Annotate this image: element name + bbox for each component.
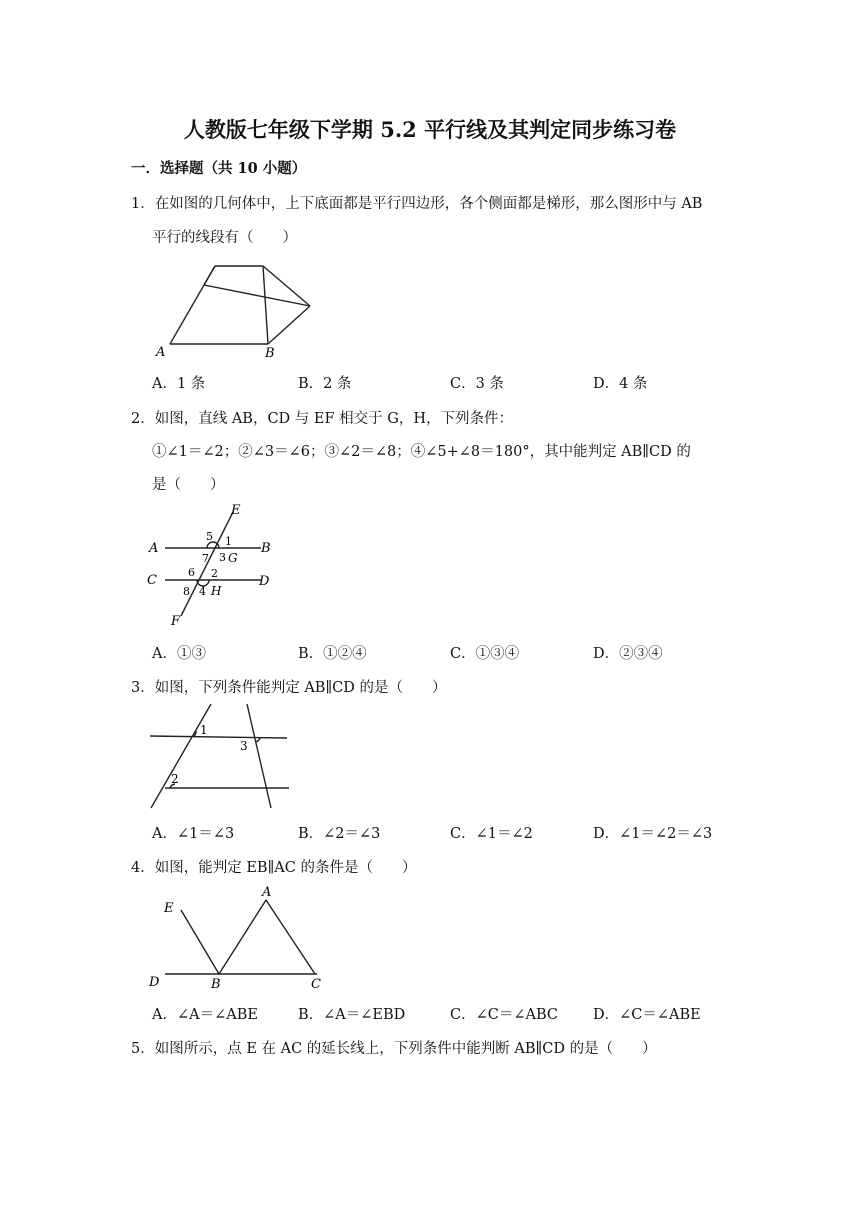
q2-label-c: C: [147, 573, 157, 588]
q2-angle-6: 6: [188, 566, 195, 579]
q4-option-d[interactable]: D．∠C＝∠ABE: [593, 1007, 701, 1023]
q4-option-c[interactable]: C．∠C＝∠ABC: [450, 1007, 558, 1023]
q2-label-e: E: [231, 503, 241, 518]
q2-angle-2: 2: [211, 567, 218, 580]
q4-label-b: B: [211, 977, 221, 990]
q3-figure: [145, 702, 295, 812]
q2-figure: [143, 500, 283, 632]
q2-option-a[interactable]: A．①③: [152, 646, 206, 662]
q2-stem-line2: ①∠1＝∠2；②∠3＝∠6；③∠2＝∠8；④∠5+∠8＝180°，其中能判定 AB∥CD 的: [152, 444, 691, 460]
q2-label-f: F: [171, 614, 181, 629]
section-heading: 一．选择题（共 10 小题）: [131, 160, 307, 177]
q3-option-c[interactable]: C．∠1＝∠2: [450, 826, 533, 842]
q4-label-c: C: [311, 977, 321, 990]
q1-label-a: A: [156, 345, 166, 360]
q4-stem: 4．如图，能判定 EB∥AC 的条件是（ ）: [131, 860, 417, 876]
q4-figure: [145, 880, 335, 990]
page-title: 人教版七年级下学期 5.2 平行线及其判定同步练习卷: [183, 117, 677, 142]
q1-option-d[interactable]: D．4 条: [593, 376, 648, 392]
q2-angle-5: 5: [206, 530, 213, 543]
q2-angle-1: 1: [225, 535, 232, 548]
q2-option-c[interactable]: C．①③④: [450, 646, 520, 662]
q3-angle-2: 2: [171, 772, 179, 786]
q3-option-a[interactable]: A．∠1＝∠3: [152, 826, 235, 842]
q1-figure: [150, 258, 340, 362]
q3-angle-3: 3: [240, 739, 248, 753]
q2-option-b[interactable]: B．①②④: [298, 646, 367, 662]
q2-angle-7: 7: [202, 552, 209, 565]
q2-option-d[interactable]: D．②③④: [593, 646, 663, 662]
q1-option-a[interactable]: A．1 条: [152, 376, 206, 392]
q2-stem-line1: 2．如图，直线 AB，CD 与 EF 相交于 G，H，下列条件：: [131, 411, 513, 427]
q2-label-b: B: [261, 541, 271, 556]
q4-option-a[interactable]: A．∠A＝∠ABE: [152, 1007, 258, 1023]
q1-stem-line1: 1．在如图的几何体中，上下底面都是平行四边形，各个侧面都是梯形，那么图形中与 AB: [131, 196, 703, 212]
q4-option-b[interactable]: B．∠A＝∠EBD: [298, 1007, 406, 1023]
q2-angle-4: 4: [199, 585, 206, 598]
q4-label-a: A: [262, 885, 272, 900]
q1-option-b[interactable]: B．2 条: [298, 376, 352, 392]
q1-label-b: B: [265, 346, 275, 361]
q2-label-h: H: [211, 584, 222, 598]
q2-label-g: G: [228, 551, 238, 565]
q3-angle-1: 1: [200, 723, 208, 737]
q2-label-d: D: [259, 574, 270, 589]
q2-angle-3: 3: [219, 551, 226, 564]
q1-option-c[interactable]: C．3 条: [450, 376, 504, 392]
q3-stem: 3．如图，下列条件能判定 AB∥CD 的是（ ）: [131, 680, 447, 696]
q5-stem: 5．如图所示，点 E 在 AC 的延长线上，下列条件中能判断 AB∥CD 的是（ ）: [131, 1041, 657, 1057]
q1-stem-line2: 平行的线段有（ ）: [152, 230, 297, 246]
q2-label-a: A: [149, 541, 159, 556]
q2-stem-line3: 是（ ）: [152, 477, 225, 493]
q3-option-b[interactable]: B．∠2＝∠3: [298, 826, 381, 842]
q3-option-d[interactable]: D．∠1＝∠2＝∠3: [593, 826, 713, 842]
q4-label-e: E: [164, 901, 174, 916]
q4-label-d: D: [149, 975, 160, 990]
q2-angle-8: 8: [183, 585, 190, 598]
